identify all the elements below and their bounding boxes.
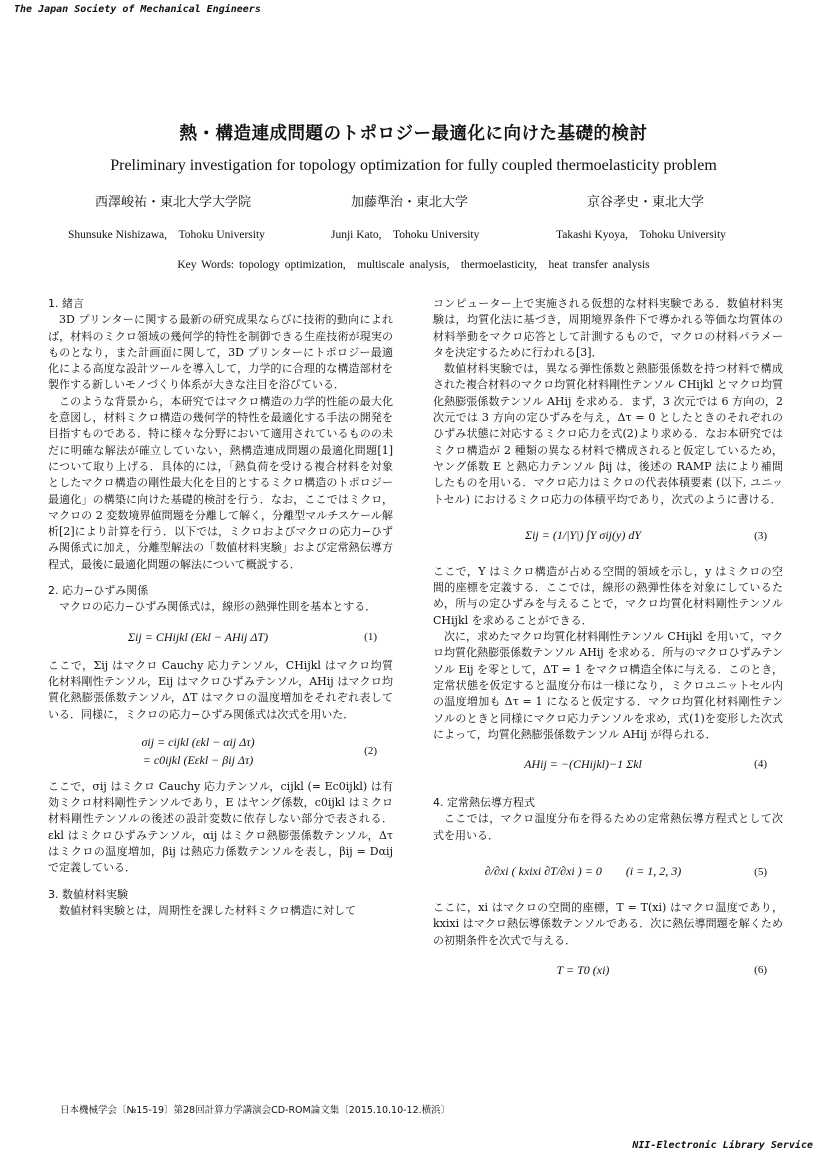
equation-5 (433, 850, 783, 894)
paper-title-en: Preliminary investigation for topology optimization for fully coupled thermoelasticity problem (110, 157, 717, 174)
keywords: Key Words: topology optimization, multiscale analysis, thermoelasticity, heat transfer analysis (177, 259, 650, 271)
equation-3 (433, 514, 783, 558)
author-en-3: Takashi Kyoya, Tohoku University (556, 229, 726, 241)
equation-expression: T = T0 (xi) (556, 962, 610, 977)
author-en-1: Shunsuke Nishizawa, Tohoku University (68, 229, 265, 241)
right-column (433, 296, 783, 991)
equation-line: σij = cijkl (εkl − αij Δτ) (141, 734, 255, 749)
equation-6 (433, 955, 783, 985)
section-3-heading: 3. 数値材料実験 (48, 887, 128, 901)
author-jp-1: 西澤峻祐・東北大学大学院 (95, 194, 252, 209)
society-header: The Japan Society of Mechanical Engineers (14, 4, 261, 15)
equation-number: (5) (754, 866, 767, 879)
nii-footer: NII-Electronic Library Service (632, 1140, 813, 1151)
section-1-heading: 1. 緒言 (48, 297, 84, 310)
paragraph: ここで，Y はミクロ構造が占める空間的領域を示し，y はミクロの空間的座標を定義する．ここでは，線形の熱弾性体を対象にしているため，所与の定ひずみを与えることで，マクロ均質化材料剛性テンソル CHijkl を求めることができる． (433, 564, 783, 627)
author-en-2: Junji Kato, Tohoku University (331, 229, 480, 241)
paragraph: 3D プリンターに関する最新の研究成果ならびに技術的動向によれば，材料のミクロ領域の幾何学的特性を制御できる生産技術が現実のものとなり，また計画面に関して，3D プリンターにトポロジー最適化による高度な設計ツールを導入して，力学的に合理的な構造部材を製作する新しいモノづくり体系が大きな注目を浴びている． (48, 313, 393, 392)
equation-expression: Σij = CHijkl (Ekl − AHij ΔT) (127, 629, 269, 644)
section-4-heading: 4. 定常熱伝導方程式 (433, 796, 535, 810)
paragraph: ここでは，マクロ温度分布を得るための定常熱伝導方程式として次式を用いる． (433, 812, 783, 842)
paper-title-jp: 熱・構造連成問題のトポロジー最適化に向けた基礎的検討 (179, 124, 648, 144)
left-column (48, 296, 393, 919)
author-jp-3: 京谷孝史・東北大学 (587, 194, 705, 209)
equation-1 (48, 622, 393, 652)
equation-expression: ∂/∂xi ( kxixi ∂T/∂xi ) = 0 (i = 1, 2, 3) (484, 864, 682, 879)
paragraph: ここで，σij はミクロ Cauchy 応力テンソル，cijkl (= Ec0ijkl) は有効ミクロ材料剛性テンソルであり，E はヤング係数，c0ijkl はミクロ材料剛性テンソルの後述の設計変数に依存しない部分で表される．εkl はミクロひずみテンソル，αij はミクロ熱膨張係数テンソル，Δτ はミクロの温度増加，βij は熱応力係数テンソルを表し，βij = Dαij で定義している． (48, 779, 393, 875)
paragraph: ここで，Σij はマクロ Cauchy 応力テンソル，CHijkl はマクロ均質化材料剛性テンソル，Eij はマクロひずみテンソル，AHij はマクロ均質化熱膨張係数テンソル，ΔT はマクロの温度増加をそれぞれ表している．同様に，ミクロの応力−ひずみ関係式は次式を用いた． (48, 658, 393, 721)
paragraph: マクロの応力−ひずみ関係式は，線形の熱弾性則を基本とする． (59, 600, 377, 614)
equation-expression: Σij = (1/|Y|) ∫Y σij(y) dY (524, 527, 642, 542)
equation-4 (433, 749, 783, 779)
paragraph: このような背景から，本研究ではマクロ構造の力学的性能の最大化を意図し，材料ミクロ構造の幾何学的特性を最適化する手法の開発を目指すものである．特に様々な分野において適用されているものの未だに明確な解法が確立していない，熱構造連成問題の最適化問題[1]について取り上げる．具体的には，「熱負荷を受ける複合材料を対象としたマクロ構造の剛性最大化を目的とするミクロ構造のトポロジー最適化」の構築に向けた基礎的検討を行う．なお，ここではミクロ，マクロの 2 変数境界値問題を分離して解く，分離型マルチスケール解析[2]により計算を行う．以下では，ミクロおよびマクロの応力−ひずみ関係式に加え，分離型解法の「数値材料実験」および定常熱伝導方程式，最後に最適化問題の解法について概説する． (48, 394, 393, 571)
paragraph: ここに，xi はマクロの空間的座標，T = T(xi) はマクロ温度であり，kxixi はマクロ熱伝導係数テンソルである．次に熱伝導問題を解くための初期条件を次式で与える． (433, 901, 783, 947)
author-jp-2: 加藤準治・東北大学 (351, 194, 469, 209)
equation-number: (3) (754, 529, 767, 542)
proceedings-footer: 日本機械学会〔№15-19〕第28回計算力学講演会CD-ROM論文集〔2015.10.10-12.横浜〕 (60, 1105, 451, 1116)
section-2-heading: 2. 応力−ひずみ関係 (48, 584, 149, 598)
paragraph: 次に，求めたマクロ均質化材料剛性テンソル CHijkl を用いて，マクロ均質化熱膨張係数テンソル AHij を求める．所与のマクロひずみテンソル Eij を零として，ΔT = 1 をマクロ構造全体に与える．このとき，定常状態を仮定すると温度分布は一様になり，ミクロユニットセル内の温度増加も Δτ = 1 になると仮定する．マクロ均質化材料剛性テンソルのときと同様にマクロ応力テンソルを求め，式(1)を変形した次式によって，均質化熱膨張係数テンソル AHij が得られる． (433, 630, 783, 741)
equation-number: (1) (364, 630, 377, 643)
equation-number: (2) (364, 744, 377, 757)
equation-number: (4) (754, 758, 767, 771)
equation-2 (48, 729, 393, 773)
paragraph: 数値材料実験では，異なる弾性係数と熱膨張係数を持つ材料で構成された複合材料のマクロ均質化材料剛性テンソル CHijkl とマクロ均質化熱膨張係数テンソル AHij を求める．まず，3 次元では 6 方向の，2 次元では 3 方向の定ひずみを与え，Δτ = 0 としたときのそれぞれのひずみ状態に対応するミクロ応力を式(2)より求める．なお本研究ではミクロ構造が 2 種類の異なる材料で構成されると仮定しているため，ヤング係数 E と熱応力テンソル βij は，後述の RAMP 法により補間したものを用いる．マクロ応力はミクロの代表体積要素 (以下, ユニットセル) におけるミクロ応力の体積平均であり，次式のように書ける． (433, 362, 783, 506)
paragraph: コンピューター上で実施される仮想的な材料実験である．数値材料実験は，均質化法に基づき，周期境界条件下で導かれる等価な均質体の材料挙動をマクロ応答として計測するもので，マクロの材料パラメータを決定するために行われる[3]． (433, 297, 783, 359)
paragraph: 数値材料実験とは，周期性を課した材料ミクロ構造に対して (59, 903, 356, 917)
equation-line: = c0ijkl (Eεkl − βij Δτ) (142, 752, 254, 767)
equation-expression: AHij = −(CHijkl)−1 Σkl (524, 757, 642, 772)
equation-number: (6) (754, 963, 767, 976)
